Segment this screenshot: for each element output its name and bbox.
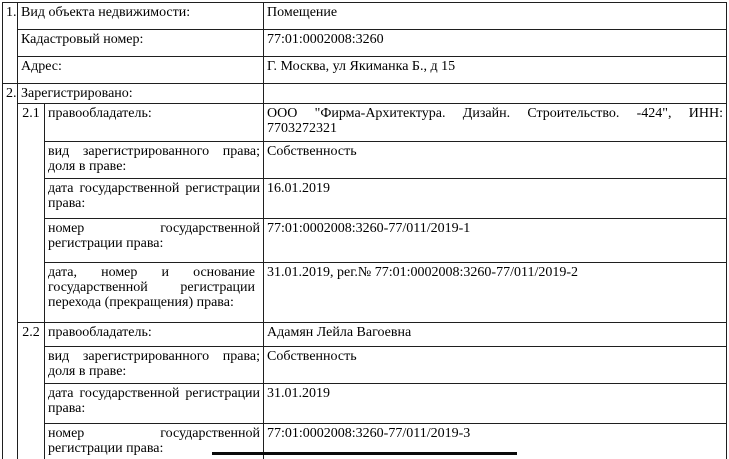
field-value: 31.01.2019 [264, 384, 727, 424]
field-label: вид зарегистрированного права; доля в праве: [45, 142, 264, 179]
field-value [264, 84, 727, 104]
field-label: номер государственной регистрации права: [45, 219, 264, 263]
field-label: Вид объекта недвижимости: [18, 3, 264, 30]
field-value: 16.01.2019 [264, 179, 727, 219]
table-row [3, 384, 727, 424]
table-row [3, 84, 727, 104]
field-value: Помещение [264, 3, 727, 30]
subsection-number: 2.1 [18, 104, 45, 323]
field-label: Адрес: [18, 57, 264, 84]
field-value: Собственность [264, 347, 727, 384]
field-value: ООО "Фирма-Архитектура. Дизайн. Строительство. -424", ИНН: 7703272321 [264, 104, 727, 142]
field-label: дата государственной регистрации права: [45, 384, 264, 424]
field-value: Адамян Лейла Вагоевна [264, 323, 727, 347]
field-value: 77:01:0002008:3260-77/011/2019-1 [264, 219, 727, 263]
table-row [3, 57, 727, 84]
field-value: 31.01.2019, рег.№ 77:01:0002008:3260-77/011/2019-2 [264, 263, 727, 323]
field-value: Г. Москва, ул Якиманка Б., д 15 [264, 57, 727, 84]
field-label: вид зарегистрированного права; доля в праве: [45, 347, 264, 384]
field-value: Собственность [264, 142, 727, 179]
table-row [3, 30, 727, 57]
field-label: Кадастровый номер: [18, 30, 264, 57]
table-row [3, 347, 727, 384]
table-row [3, 219, 727, 263]
table-row [3, 142, 727, 179]
subsection-number: 2.2 [18, 323, 45, 459]
field-value: 77:01:0002008:3260-77/011/2019-3 [264, 424, 727, 459]
section-number: 2. [3, 84, 18, 459]
field-label: Зарегистрировано: [18, 84, 264, 104]
table-row [3, 179, 727, 219]
field-label: правообладатель: [45, 323, 264, 347]
table-row [3, 104, 727, 142]
field-value: 77:01:0002008:3260 [264, 30, 727, 57]
bottom-separator-line [212, 452, 517, 455]
field-label: дата, номер и основание государственной регистрации перехода (прекращения) права: [45, 263, 264, 323]
section-number: 1. [3, 3, 18, 84]
table-row [3, 323, 727, 347]
field-label: правообладатель: [45, 104, 264, 142]
table-row [3, 263, 727, 323]
registration-table [2, 2, 727, 459]
field-label: номер государственной регистрации права: [45, 424, 264, 459]
table-row [3, 3, 727, 30]
field-label: дата государственной регистрации права: [45, 179, 264, 219]
